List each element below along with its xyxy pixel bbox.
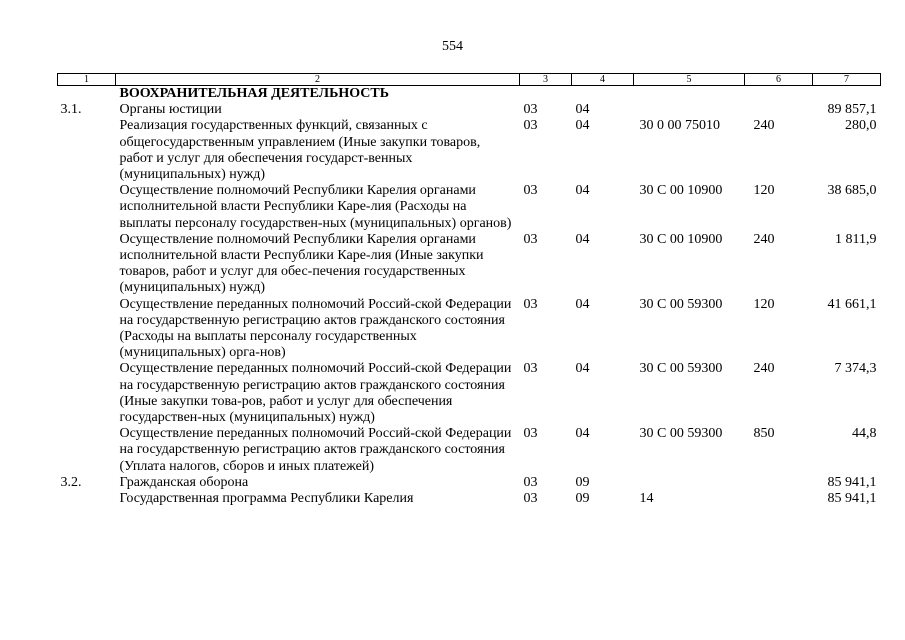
row-description: Осуществление полномочий Республики Карелия органами исполнительной власти Республики Каре-лия (Иные закупки товаров, работ и услуг для обес-печения государственных (муниципальных) нужд) [119,231,484,296]
budget-table [57,73,881,507]
header-col-6: 6 [745,74,813,86]
row-section: 03 [523,491,538,507]
row-description: ВООХРАНИТЕЛЬНАЯ ДЕЯТЕЛЬНОСТЬ [119,86,389,101]
table-row [58,475,881,491]
row-amount: 38 685,0 [827,183,877,199]
table-row [58,232,881,297]
row-subsection: 04 [575,118,590,134]
table-row [58,183,881,232]
row-description: Осуществление полномочий Республики Карелия органами исполнительной власти Республики Каре-лия (Расходы на выплаты персоналу государствен-ных (муниципальных) органов) [119,183,512,231]
row-target-article [634,86,745,103]
row-section: 03 [523,183,538,199]
header-col-2: 2 [116,74,520,86]
row-subsection: 04 [575,231,590,247]
table-row [58,426,881,475]
row-section [520,86,572,103]
header-col-3: 3 [520,74,572,86]
row-section: 03 [523,102,538,118]
row-number [58,361,116,426]
row-amount: 1 811,9 [835,231,877,247]
header-col-4: 4 [572,74,634,86]
row-target-article: 14 [639,491,654,507]
row-subsection [572,86,634,103]
row-expense-type: 240 [753,231,775,247]
row-target-article: 30 С 00 10900 [639,231,723,247]
row-expense-type: 850 [753,426,775,442]
row-subsection: 09 [575,491,590,507]
row-expense-type: 120 [753,183,775,199]
row-target-article [634,475,745,491]
row-subsection: 04 [575,102,590,118]
row-target-article: 30 С 00 10900 [639,183,723,199]
row-number: 3.2. [60,474,82,490]
row-expense-type: 120 [753,296,775,312]
row-number: 3.1. [60,102,82,118]
header-col-1: 1 [58,74,116,86]
row-amount: 85 941,1 [827,491,877,507]
row-subsection: 09 [575,474,590,490]
row-number [58,118,116,183]
row-expense-type [745,475,813,491]
row-amount: 89 857,1 [827,102,877,118]
row-description: Осуществление переданных полномочий Россий-ской Федерации на государственную регистрацию актов гражданского состояния (Уплата налогов, сборов и иных платежей) [119,426,512,474]
row-section: 03 [523,296,538,312]
table-body [58,86,881,508]
row-subsection: 04 [575,183,590,199]
row-expense-type [745,102,813,118]
row-amount: 41 661,1 [827,296,877,312]
row-number [58,297,116,362]
table-row [58,102,881,118]
row-amount [813,86,881,103]
row-description: Органы юстиции [119,102,222,118]
row-section: 03 [523,361,538,377]
row-expense-type [745,86,813,103]
page-number: 554 [442,39,463,54]
row-target-article: 30 С 00 59300 [639,361,723,377]
row-description: Осуществление переданных полномочий Россий-ской Федерации на государственную регистрацию актов гражданского состояния (Расходы на выплаты персоналу государственных (муниципальных) орга-нов) [119,296,512,361]
row-amount: 280,0 [845,118,877,134]
row-number [58,232,116,297]
row-amount: 7 374,3 [834,361,877,377]
header-col-5: 5 [634,74,745,86]
row-subsection: 04 [575,361,590,377]
row-target-article: 30 С 00 59300 [639,426,723,442]
row-description: Гражданская оборона [119,474,249,490]
row-expense-type [745,491,813,507]
row-description: Государственная программа Республики Карелия [119,491,414,507]
row-number [58,426,116,475]
row-section: 03 [523,426,538,442]
row-amount: 85 941,1 [827,474,877,490]
row-number [58,86,116,103]
table-row [58,491,881,507]
row-number [58,491,116,507]
row-description: Осуществление переданных полномочий Россий-ской Федерации на государственную регистрацию актов гражданского состояния (Иные закупки това-ров, работ и услуг для обеспечения государствен-ных (муниципальных) нужд) [119,361,512,426]
row-target-article: 30 С 00 59300 [639,296,723,312]
row-number [58,183,116,232]
table-row [58,118,881,183]
row-section: 03 [523,474,538,490]
row-target-article: 30 0 00 75010 [639,118,720,134]
table-row [58,297,881,362]
row-subsection: 04 [575,426,590,442]
row-target-article [634,102,745,118]
header-col-7: 7 [813,74,881,86]
row-section: 03 [523,118,538,134]
table-row [58,361,881,426]
row-expense-type: 240 [753,118,775,134]
table-row [58,86,881,103]
row-subsection: 04 [575,296,590,312]
row-expense-type: 240 [753,361,775,377]
row-amount: 44,8 [852,426,877,442]
row-section: 03 [523,231,538,247]
column-number-header [58,74,881,86]
row-description: Реализация государственных функций, связанных с общегосударственным управлением (Иные закупки товаров, работ и услуг для обеспечения государст-венных (муниципальных) нужд) [119,118,481,183]
